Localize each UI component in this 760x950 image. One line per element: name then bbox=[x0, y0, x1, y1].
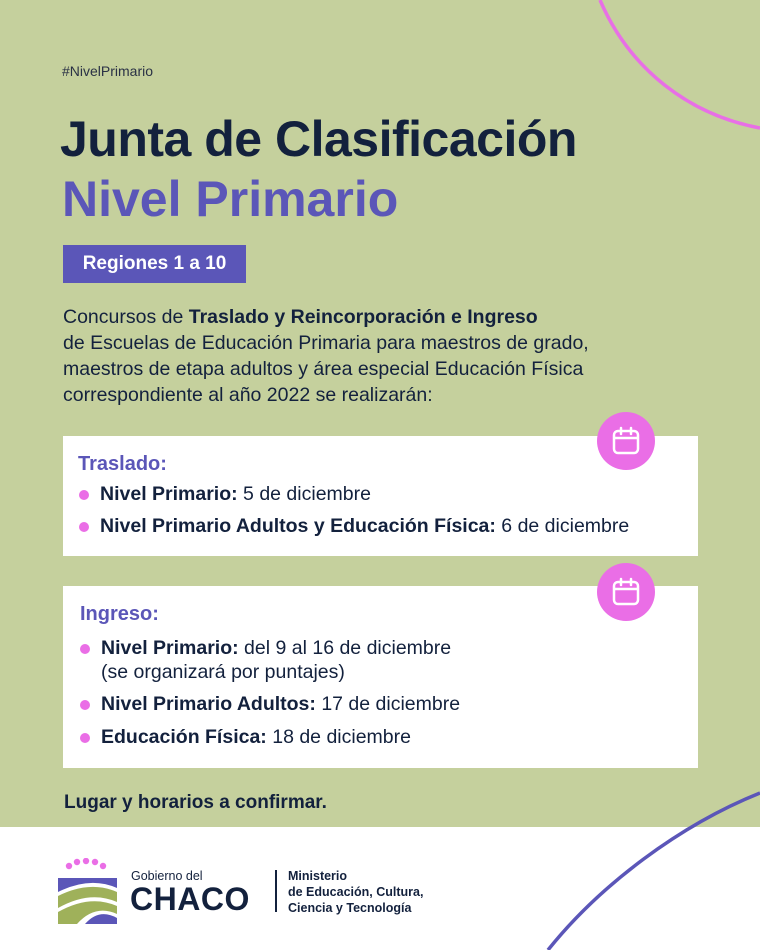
list-item bbox=[79, 482, 371, 506]
bullet-icon bbox=[79, 490, 89, 500]
item-label: Nivel Primario: bbox=[101, 637, 239, 659]
item-label: Nivel Primario Adultos: bbox=[101, 693, 316, 715]
item-label: Nivel Primario Adultos y Educación Física: bbox=[100, 515, 496, 537]
item-value: 5 de diciembre bbox=[237, 483, 371, 505]
list-item bbox=[79, 514, 629, 538]
intro-line3: maestros de etapa adultos y área especial Educación Física bbox=[63, 358, 584, 380]
bullet-icon bbox=[80, 644, 90, 654]
regions-badge: Regiones 1 a 10 bbox=[63, 245, 246, 283]
item-value: del 9 al 16 de diciembre bbox=[238, 637, 452, 659]
hashtag: #NivelPrimario bbox=[62, 63, 154, 79]
chaco-wordmark: CHACO bbox=[130, 881, 250, 917]
item-value: 18 de diciembre bbox=[266, 726, 411, 748]
item-label: Educación Física: bbox=[101, 726, 267, 748]
intro-part1: Concursos de bbox=[63, 306, 189, 328]
pink-arc bbox=[600, 0, 760, 128]
ministry-line2: de Educación, Cultura, bbox=[288, 885, 424, 899]
chaco-logo-icon bbox=[55, 858, 120, 926]
confirm-note: Lugar y horarios a confirmar. bbox=[64, 792, 327, 813]
bullet-icon bbox=[79, 522, 89, 532]
bullet-icon bbox=[80, 733, 90, 743]
traslado-title: Traslado: bbox=[78, 453, 167, 475]
ministry-line3: Ciencia y Tecnología bbox=[288, 901, 412, 915]
item-value: 17 de diciembre bbox=[315, 693, 461, 715]
item-note: (se organizará por puntajes) bbox=[101, 661, 345, 683]
list-item bbox=[80, 725, 411, 749]
calendar-icon bbox=[597, 563, 655, 621]
intro-line4: correspondiente al año 2022 se realizarán: bbox=[63, 384, 433, 406]
ingreso-card bbox=[63, 586, 698, 768]
ministry-name bbox=[288, 868, 423, 916]
intro-line2: de Escuelas de Educación Primaria para maestros de grado, bbox=[63, 332, 589, 354]
bullet-icon bbox=[80, 700, 90, 710]
ingreso-title: Ingreso: bbox=[80, 603, 159, 625]
calendar-icon bbox=[597, 412, 655, 470]
intro-bold: Traslado y Reincorporación e Ingreso bbox=[188, 306, 538, 328]
page-subtitle: Nivel Primario bbox=[62, 171, 399, 227]
item-label: Nivel Primario: bbox=[100, 483, 238, 505]
ministry-line1: Ministerio bbox=[288, 869, 348, 883]
list-item bbox=[80, 692, 460, 716]
page-title: Junta de Clasificación bbox=[60, 111, 577, 167]
item-value: 6 de diciembre bbox=[495, 515, 630, 537]
divider bbox=[275, 870, 277, 912]
intro-text bbox=[63, 304, 713, 408]
list-item bbox=[80, 636, 451, 684]
gobierno-label: Gobierno del bbox=[131, 869, 203, 883]
